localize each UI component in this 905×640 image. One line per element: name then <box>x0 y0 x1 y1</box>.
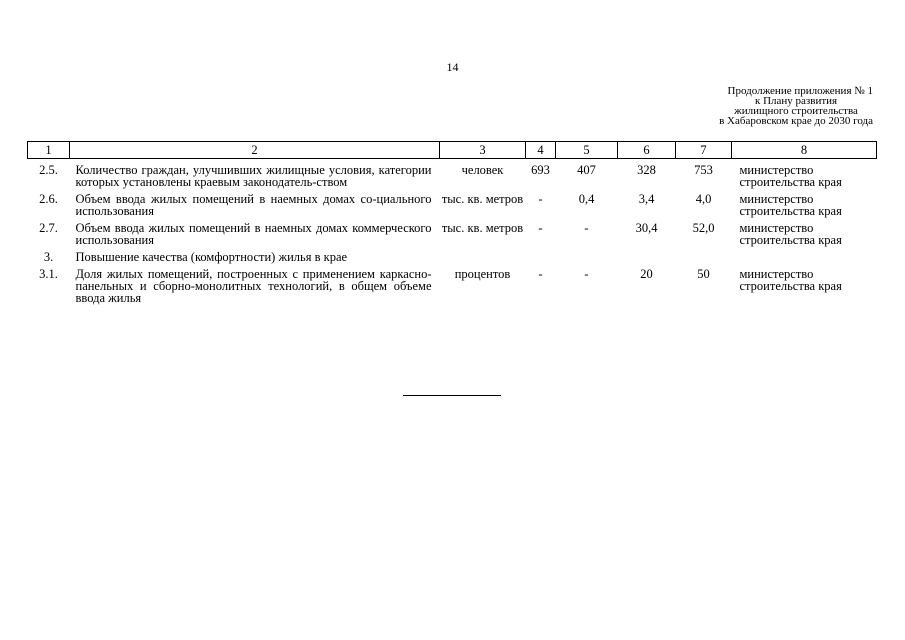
appendix-reference <box>719 86 873 126</box>
value-col-4: - <box>538 221 543 235</box>
responsible: министерство строительства края <box>739 267 842 293</box>
value-col-6: 30,4 <box>635 221 658 235</box>
value-col-5: - <box>584 267 589 281</box>
column-header: 8 <box>732 142 877 159</box>
column-header: 7 <box>676 142 732 159</box>
indicator-name: Доля жилых помещений, построенных с применением каркасно-панельных и сборно-монолитных технологий, в общем объеме ввода жилья <box>75 267 432 305</box>
table-row <box>28 159 877 189</box>
column-header: 3 <box>440 142 526 159</box>
appendix-line-4: в Хабаровском крае до 2030 года <box>719 115 873 127</box>
responsible: министерство строительства края <box>739 163 842 189</box>
row-number: 2.6. <box>39 192 58 206</box>
value-col-7: 4,0 <box>695 192 712 206</box>
row-number: 2.5. <box>39 163 58 177</box>
unit: человек <box>461 163 504 177</box>
responsible: министерство строительства края <box>739 192 842 218</box>
value-col-5: 407 <box>577 163 596 177</box>
indicator-name: Количество граждан, улучшивших жилищные условия, категории которых установлены краевым законодатель-ством <box>75 163 432 189</box>
unit: процентов <box>454 267 511 281</box>
value-col-6: 3,4 <box>638 192 655 206</box>
section-title: Повышение качества (комфортности) жилья в крае <box>75 250 348 264</box>
row-number: 3.1. <box>39 267 58 281</box>
value-col-7: 50 <box>697 267 710 281</box>
table-row <box>28 188 877 217</box>
end-separator-line <box>403 395 501 396</box>
indicator-name: Объем ввода жилых помещений в наемных домах со-циального использования <box>75 192 432 218</box>
indicators-table <box>27 141 877 304</box>
column-header: 6 <box>618 142 676 159</box>
appendix-line-3: жилищного строительства <box>734 105 858 117</box>
responsible: министерство строительства края <box>739 221 842 247</box>
table-row <box>28 217 877 246</box>
value-col-4: - <box>538 267 543 281</box>
column-header: 1 <box>28 142 70 159</box>
value-col-7: 52,0 <box>692 221 715 235</box>
value-col-6: 20 <box>640 267 653 281</box>
value-col-5: - <box>584 221 589 235</box>
value-col-6: 328 <box>637 163 656 177</box>
column-header: 4 <box>526 142 556 159</box>
row-number: 3. <box>43 250 54 264</box>
value-col-5: 0,4 <box>578 192 595 206</box>
appendix-line-2: к Плану развития <box>754 95 838 107</box>
column-header: 5 <box>556 142 618 159</box>
indicator-name: Объем ввода жилых помещений в наемных домах коммерческого использования <box>75 221 432 247</box>
table-header-row <box>28 142 877 159</box>
page-number: 14 <box>446 60 459 74</box>
unit: тыс. кв. метров <box>441 192 524 206</box>
table-row <box>28 263 877 304</box>
unit: тыс. кв. метров <box>441 221 524 235</box>
appendix-line-1: Продолжение приложения № 1 <box>727 85 873 97</box>
table-row <box>28 246 877 263</box>
column-header: 2 <box>70 142 440 159</box>
value-col-7: 753 <box>694 163 713 177</box>
row-number: 2.7. <box>39 221 58 235</box>
value-col-4: - <box>538 192 543 206</box>
value-col-4: 693 <box>531 163 550 177</box>
